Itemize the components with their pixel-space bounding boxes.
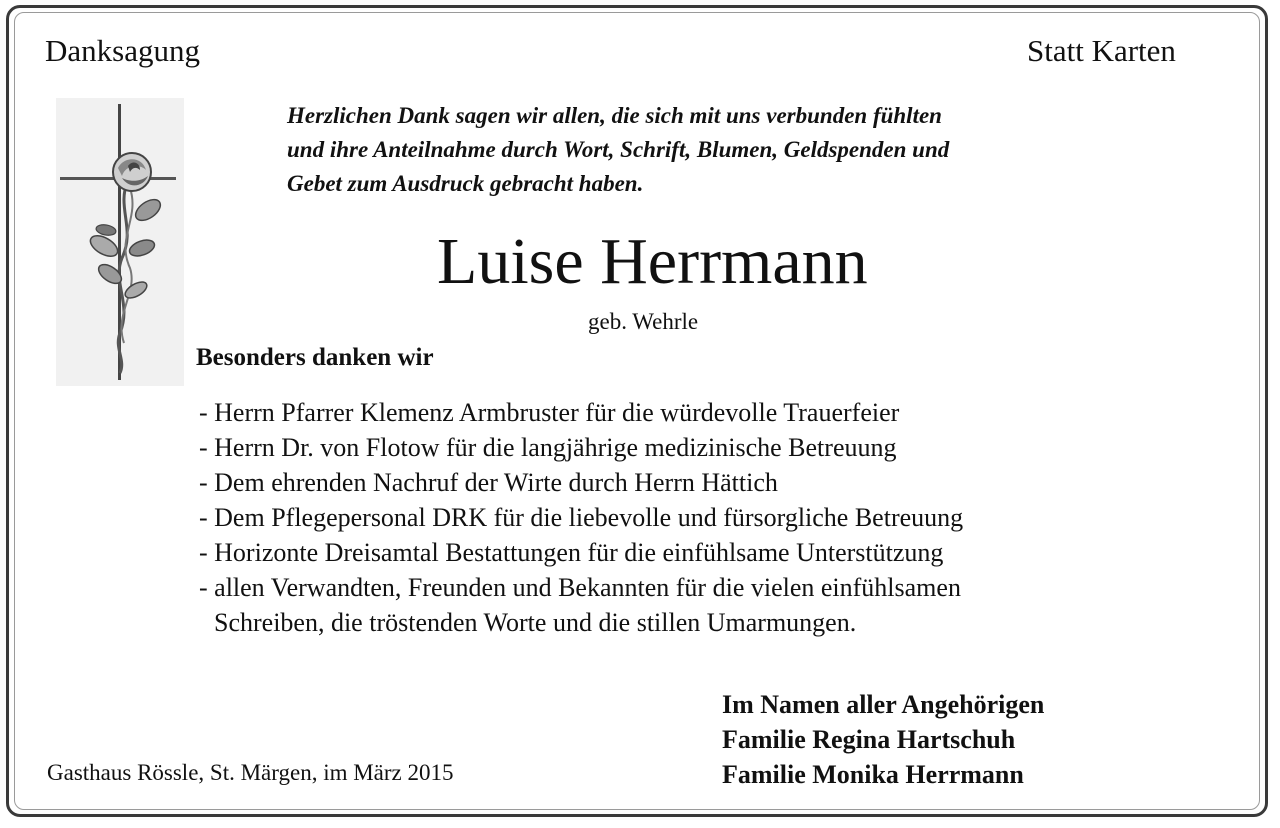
birth-name: geb. Wehrle xyxy=(588,309,699,334)
intro-line: Gebet zum Ausdruck gebracht haben. xyxy=(287,171,644,196)
cross-with-rose-icon xyxy=(56,98,184,386)
thanks-item-continuation: Schreiben, die tröstenden Worte und die stillen Umarmungen. xyxy=(214,608,857,637)
thanks-list xyxy=(199,395,963,640)
header-danksagung: Danksagung xyxy=(45,33,200,68)
header-statt-karten: Statt Karten xyxy=(1027,33,1176,68)
thanks-item: - Herrn Pfarrer Klemenz Armbruster für die würdevolle Trauerfeier xyxy=(199,398,900,427)
signature-line: Familie Regina Hartschuh xyxy=(722,725,1016,754)
thanks-heading: Besonders danken wir xyxy=(196,344,434,371)
place-and-date: Gasthaus Rössle, St. Märgen, im März 2015 xyxy=(47,760,454,785)
deceased-name: Luise Herrmann xyxy=(437,225,868,298)
thanks-item: - Horizonte Dreisamtal Bestattungen für die einfühlsame Unterstützung xyxy=(199,538,944,567)
signature-block xyxy=(722,687,1044,792)
thanks-item: - Dem ehrenden Nachruf der Wirte durch Herrn Hättich xyxy=(199,468,778,497)
thanks-item: - allen Verwandten, Freunden und Bekannten für die vielen einfühlsamen xyxy=(199,573,961,602)
intro-paragraph xyxy=(287,99,949,201)
thanks-item: - Dem Pflegepersonal DRK für die liebevolle und fürsorgliche Betreuung xyxy=(199,503,964,532)
intro-line: Herzlichen Dank sagen wir allen, die sich mit uns verbunden fühlten xyxy=(287,103,942,128)
signature-line: Im Namen aller Angehörigen xyxy=(722,690,1045,719)
intro-line: und ihre Anteilnahme durch Wort, Schrift, Blumen, Geldspenden und xyxy=(287,137,950,162)
thanks-item: - Herrn Dr. von Flotow für die langjährige medizinische Betreuung xyxy=(199,433,897,462)
signature-line: Familie Monika Herrmann xyxy=(722,760,1024,789)
